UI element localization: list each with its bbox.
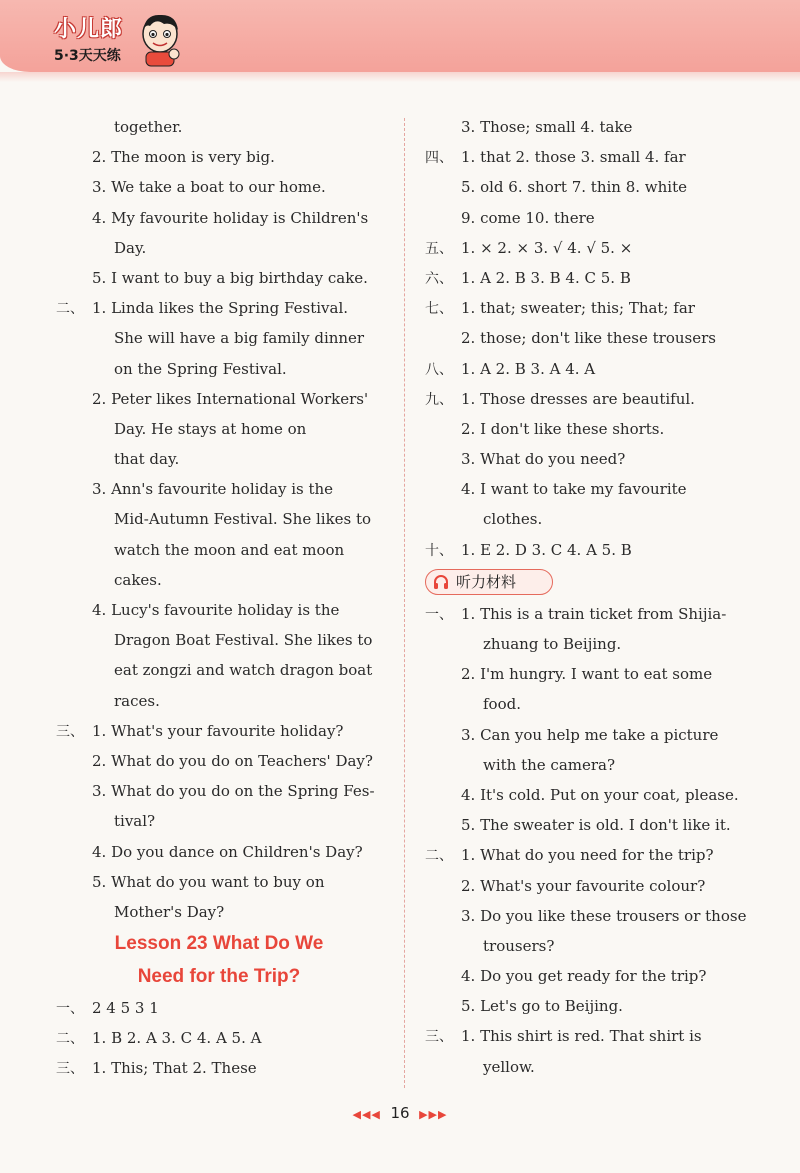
section-line: [56, 993, 382, 1023]
answer-text: 1. This is a train ticket from Shijia-: [461, 604, 727, 623]
answer-line: Dragon Boat Festival. She likes to: [114, 631, 373, 650]
answer-text: 1. A 2. B 3. A 4. A: [461, 359, 596, 378]
answer-line: 4. Lucy's favourite holiday is the: [92, 601, 340, 619]
answer-line: 3. What do you need?: [461, 450, 626, 469]
section-line: [425, 293, 751, 323]
prev-arrows-icon: ◀◀◀: [352, 1108, 381, 1121]
answer-line: 2. What do you do on Teachers' Day?: [92, 751, 373, 770]
answer-line: 3. Can you help me take a picture: [461, 725, 719, 744]
section-marker: 二、: [425, 848, 453, 865]
section-line: [425, 354, 751, 384]
lesson-title: Lesson 23 What Do We: [114, 933, 324, 955]
answer-text: 1. A 2. B 3. B 4. C 5. B: [461, 268, 631, 287]
answer-line: 9. come 10. there: [461, 208, 595, 227]
section-line: [425, 535, 751, 565]
answer-line: on the Spring Festival.: [114, 359, 287, 378]
answer-line: 5. The sweater is old. I don't like it.: [461, 816, 731, 835]
section-marker: 二、: [56, 301, 84, 318]
answer-line: watch the moon and eat moon: [114, 540, 345, 559]
answer-line: 2. What's your favourite colour?: [461, 876, 706, 895]
answer-line: 5. old 6. short 7. thin 8. white: [461, 178, 687, 197]
answer-text: 1. This; That 2. These: [92, 1059, 257, 1078]
section-marker: 十、: [425, 542, 453, 559]
section-marker: 一、: [56, 1001, 84, 1018]
page-footer: [0, 1104, 800, 1122]
listening-badge-row: [425, 565, 751, 599]
column-divider: [404, 118, 405, 1088]
section-marker: 二、: [56, 1031, 84, 1048]
answer-line: food.: [483, 695, 521, 714]
answer-text: 1. that; sweater; this; That; far: [461, 299, 695, 318]
answer-line: cakes.: [114, 570, 162, 589]
answer-line: 3. Those; small 4. take: [461, 118, 633, 136]
section-line: [425, 384, 751, 414]
answer-text: 1. Those dresses are beautiful.: [461, 389, 695, 408]
section-line: [425, 1021, 751, 1051]
answer-line: 4. Do you get ready for the trip?: [461, 967, 707, 986]
page-number: 16: [390, 1104, 410, 1122]
answer-line: She will have a big family dinner: [114, 329, 365, 348]
section-line: [425, 840, 751, 870]
brand-series: 5·3天天练: [54, 48, 121, 64]
section-line: [425, 263, 751, 293]
header-fade: [0, 72, 800, 82]
lesson-title-cont: Need for the Trip?: [137, 966, 301, 988]
brand-title: 小儿郎: [54, 17, 124, 42]
mascot-icon: [136, 10, 184, 72]
section-marker: 三、: [56, 723, 84, 740]
section-marker: 一、: [425, 606, 453, 623]
answer-line: 2. those; don't like these trousers: [461, 329, 716, 348]
answer-line: zhuang to Beijing.: [483, 635, 622, 653]
answer-text: 1. What do you need for the trip?: [461, 846, 714, 865]
answer-line: Mid-Autumn Festival. She likes to: [114, 510, 372, 529]
answer-line: with the camera?: [483, 755, 616, 774]
answer-line: 5. What do you want to buy on: [92, 872, 325, 891]
section-line: [56, 293, 382, 323]
answer-text: 1. B 2. A 3. C 4. A 5. A: [92, 1029, 262, 1048]
answer-line: yellow.: [483, 1057, 535, 1076]
section-marker: 四、: [425, 150, 453, 167]
section-line: [425, 233, 751, 263]
section-marker: 三、: [425, 1029, 453, 1046]
section-marker: 三、: [56, 1061, 84, 1078]
answer-line: 5. Let's go to Beijing.: [461, 997, 623, 1016]
section-line: [56, 716, 382, 746]
answer-text: 1. E 2. D 3. C 4. A 5. B: [461, 540, 632, 559]
answer-line: 3. What do you do on the Spring Fes-: [92, 782, 375, 801]
answer-line: 2. I don't like these shorts.: [461, 419, 665, 438]
answer-line: tival?: [114, 812, 156, 831]
answer-line: trousers?: [483, 936, 555, 955]
answer-line: Mother's Day?: [114, 902, 225, 921]
answer-line: Day. He stays at home on: [114, 419, 307, 438]
answer-line: eat zongzi and watch dragon boat: [114, 661, 373, 680]
answer-text: 1. This shirt is red. That shirt is: [461, 1027, 702, 1046]
answer-line: 3. Do you like these trousers or those: [461, 906, 747, 925]
answer-text: 2 4 5 3 1: [92, 999, 159, 1018]
answer-text: 1. Linda likes the Spring Festival.: [92, 299, 349, 318]
section-marker: 九、: [425, 391, 453, 408]
answer-line: 4. Do you dance on Children's Day?: [92, 842, 363, 861]
section-marker: 五、: [425, 240, 453, 257]
answer-line: 2. I'm hungry. I want to eat some: [461, 665, 713, 684]
section-marker: 七、: [425, 301, 453, 318]
answer-text: 1. × 2. × 3. √ 4. √ 5. ×: [461, 238, 633, 257]
answer-line: together.: [114, 118, 183, 136]
answer-text: 1. What's your favourite holiday?: [92, 721, 344, 740]
right-column: [425, 112, 751, 1082]
answer-line: 5. I want to buy a big birthday cake.: [92, 268, 368, 287]
answer-line: that day.: [114, 450, 180, 469]
section-marker: 八、: [425, 361, 453, 378]
answer-line: 2. Peter likes International Workers': [92, 389, 369, 408]
answer-line: races.: [114, 691, 160, 710]
answer-line: 2. The moon is very big.: [92, 148, 275, 167]
answer-line: 4. It's cold. Put on your coat, please.: [461, 785, 739, 804]
brand-logo: [54, 12, 123, 65]
answer-text: 1. that 2. those 3. small 4. far: [461, 148, 686, 167]
listening-badge: [425, 569, 553, 595]
left-column: [56, 112, 382, 1084]
section-line: [56, 1053, 382, 1083]
section-line: [56, 1023, 382, 1053]
answer-line: Day.: [114, 238, 147, 257]
answer-line: 3. Ann's favourite holiday is the: [92, 480, 334, 499]
section-line: [425, 142, 751, 172]
answer-line: 4. My favourite holiday is Children's: [92, 208, 369, 227]
headphones-icon: [430, 571, 452, 593]
next-arrows-icon: ▶▶▶: [419, 1108, 448, 1121]
answer-line: 4. I want to take my favourite: [461, 480, 687, 499]
listening-label: 听力材料: [456, 573, 517, 592]
section-line: [425, 599, 751, 629]
answer-line: 3. We take a boat to our home.: [92, 178, 326, 197]
section-marker: 六、: [425, 270, 453, 287]
answer-line: clothes.: [483, 510, 543, 529]
